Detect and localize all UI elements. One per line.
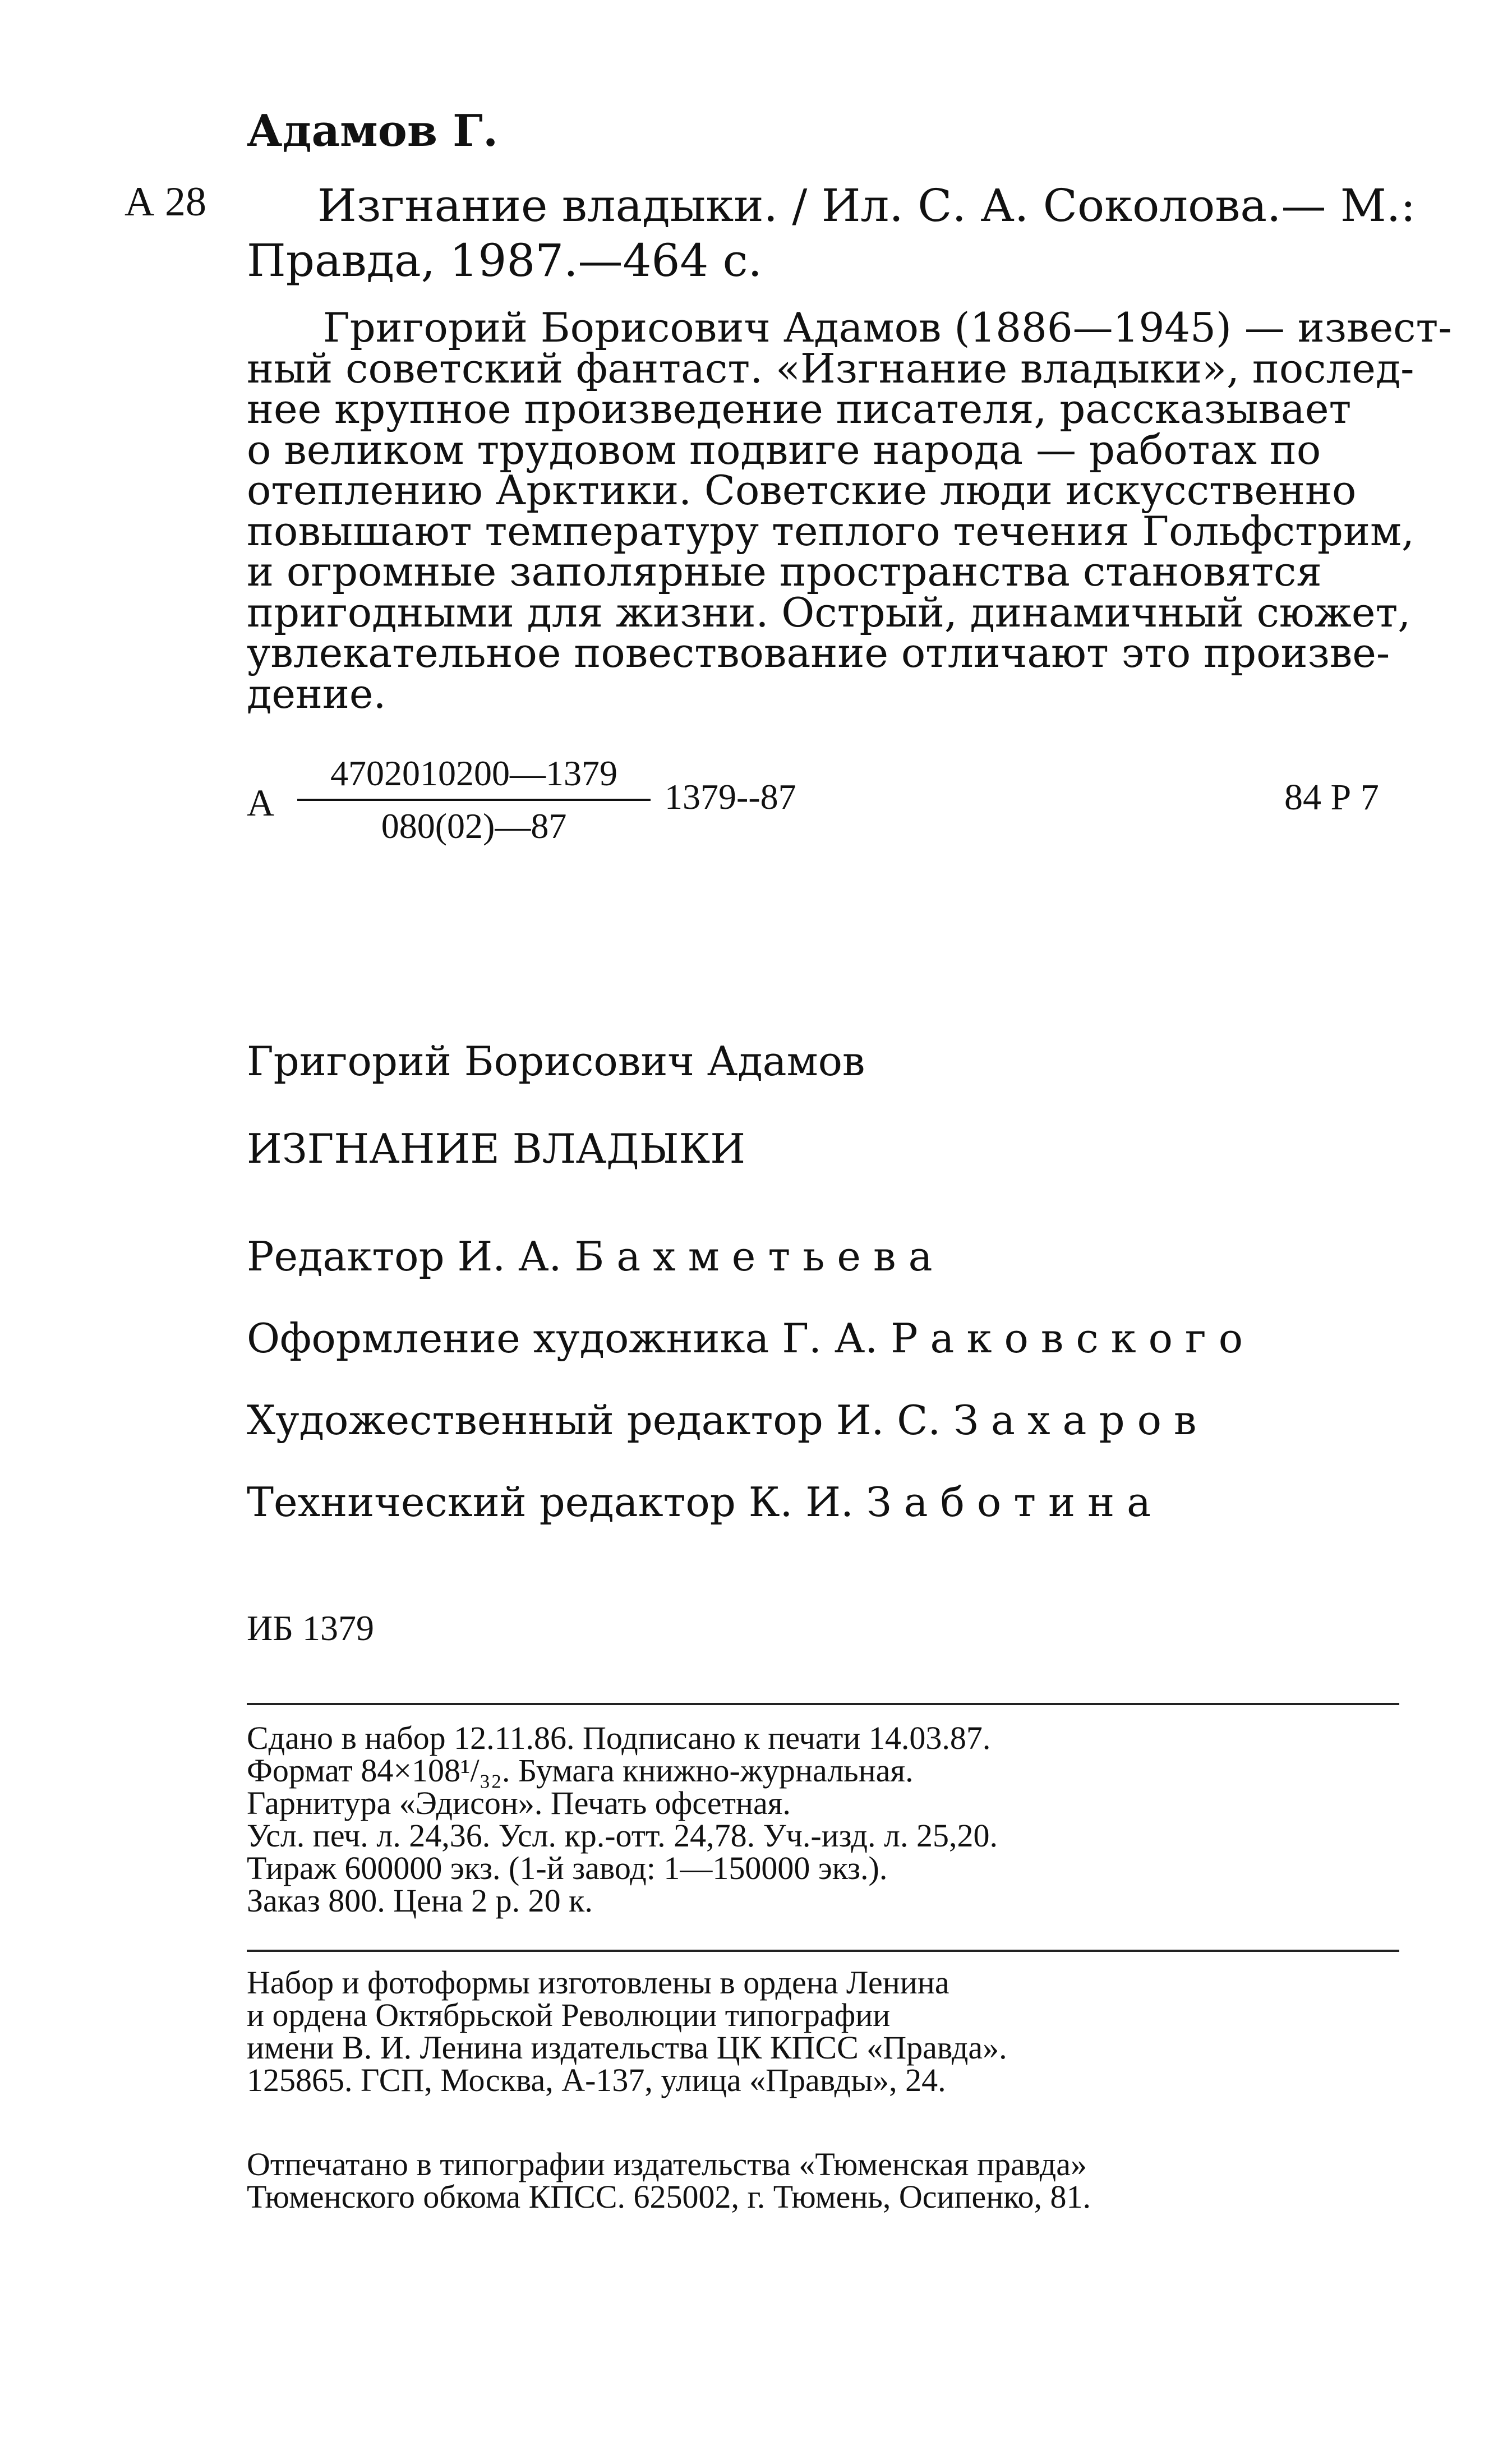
typesetting-line: и ордена Октябрьской Революции типографии bbox=[247, 1997, 891, 2033]
typesetting-line: имени В. И. Ленина издательства ЦК КПСС «Правда». bbox=[247, 2029, 1007, 2066]
print-detail-line: Гарнитура «Эдисон». Печать офсетная. bbox=[247, 1785, 791, 1821]
print-detail-line: Сдано в набор 12.11.86. Подписано к печати 14.03.87. bbox=[247, 1720, 991, 1756]
code-fraction bbox=[297, 752, 651, 848]
annotation-line: нее крупное произведение писателя, рассказывает bbox=[247, 385, 1352, 432]
printing-info bbox=[247, 2148, 1399, 2213]
print-detail-line: Формат 84×108¹/₃₂. Бумага книжно-журнальная. bbox=[247, 1752, 914, 1789]
credit-editor bbox=[247, 1233, 945, 1280]
annotation-line: и огромные заполярные пространства становятся bbox=[247, 548, 1322, 595]
print-details bbox=[247, 1722, 1399, 1917]
code-letter: А bbox=[247, 781, 275, 824]
shelf-code: А 28 bbox=[125, 179, 206, 225]
annotation-line: отеплению Арктики. Советские люди искусственно bbox=[247, 467, 1357, 514]
code-numerator: 4702010200—1379 bbox=[330, 753, 617, 793]
credit-name: Бахметьева bbox=[574, 1233, 945, 1280]
printing-line: Тюменского обкома КПСС. 625002, г. Тюмень, Осипенко, 81. bbox=[247, 2179, 1091, 2215]
annotation-line: ный советский фантаст. «Изгнание владыки», послед- bbox=[247, 344, 1414, 392]
ib-number: ИБ 1379 bbox=[247, 1608, 374, 1648]
print-detail-line: Заказ 800. Цена 2 р. 20 к. bbox=[247, 1882, 593, 1919]
credit-design bbox=[247, 1315, 1255, 1362]
biblio-publisher-line: Правда, 1987.—464 с. bbox=[247, 234, 762, 287]
annotation-line: повышают температуру теплого течения Гольфстрим, bbox=[247, 507, 1414, 555]
code-suffix: 1379--87 bbox=[665, 777, 796, 817]
annotation-line: пригодными для жизни. Острый, динамичный сюжет, bbox=[247, 588, 1411, 636]
author-full-name: Григорий Борисович Адамов bbox=[247, 1038, 865, 1085]
print-detail-line: Тираж 600000 экз. (1-й завод: 1—150000 экз.). bbox=[247, 1850, 888, 1886]
print-detail-line: Усл. печ. л. 24,36. Усл. кр.-отт. 24,78. Уч.-изд. л. 25,20. bbox=[247, 1817, 998, 1854]
credit-tech-editor bbox=[247, 1479, 1163, 1526]
author-heading: Адамов Г. bbox=[247, 105, 499, 156]
credit-role: Редактор И. А. bbox=[247, 1233, 562, 1280]
divider-rule bbox=[247, 1950, 1399, 1952]
typesetting-info bbox=[247, 1966, 1399, 2097]
code-denominator: 080(02)—87 bbox=[381, 806, 567, 846]
annotation-line: Григорий Борисович Адамов (1886—1945) — извест- bbox=[323, 304, 1452, 351]
annotation bbox=[247, 304, 1452, 717]
book-title: ИЗГНАНИЕ ВЛАДЫКИ bbox=[247, 1125, 746, 1172]
divider-rule bbox=[247, 1703, 1399, 1705]
credit-role: Художественный редактор И. С. bbox=[247, 1397, 941, 1444]
bbk-index: 84 Р 7 bbox=[1284, 777, 1379, 818]
credit-name: Заботина bbox=[866, 1479, 1164, 1526]
credit-name: Захаров bbox=[953, 1397, 1209, 1444]
annotation-line: о великом трудовом подвиге народа — работах по bbox=[247, 426, 1321, 473]
annotation-line: дение. bbox=[247, 670, 386, 717]
credit-name: Раковского bbox=[891, 1315, 1256, 1362]
credit-art-editor bbox=[247, 1397, 1209, 1444]
fraction-bar bbox=[297, 799, 651, 801]
bibliographic-entry bbox=[247, 178, 1416, 288]
annotation-line: увлекательное повествование отличают это произве- bbox=[247, 629, 1390, 676]
credit-role: Технический редактор К. И. bbox=[247, 1479, 854, 1526]
biblio-title-line: Изгнание владыки. / Ил. С. А. Соколова.— М.: bbox=[317, 179, 1416, 232]
typesetting-line: Набор и фотоформы изготовлены в ордена Ленина bbox=[247, 1964, 949, 2001]
credit-role: Оформление художника Г. А. bbox=[247, 1315, 878, 1362]
typesetting-line: 125865. ГСП, Москва, А-137, улица «Правды», 24. bbox=[247, 2062, 946, 2098]
printing-line: Отпечатано в типографии издательства «Тюменская правда» bbox=[247, 2146, 1087, 2182]
